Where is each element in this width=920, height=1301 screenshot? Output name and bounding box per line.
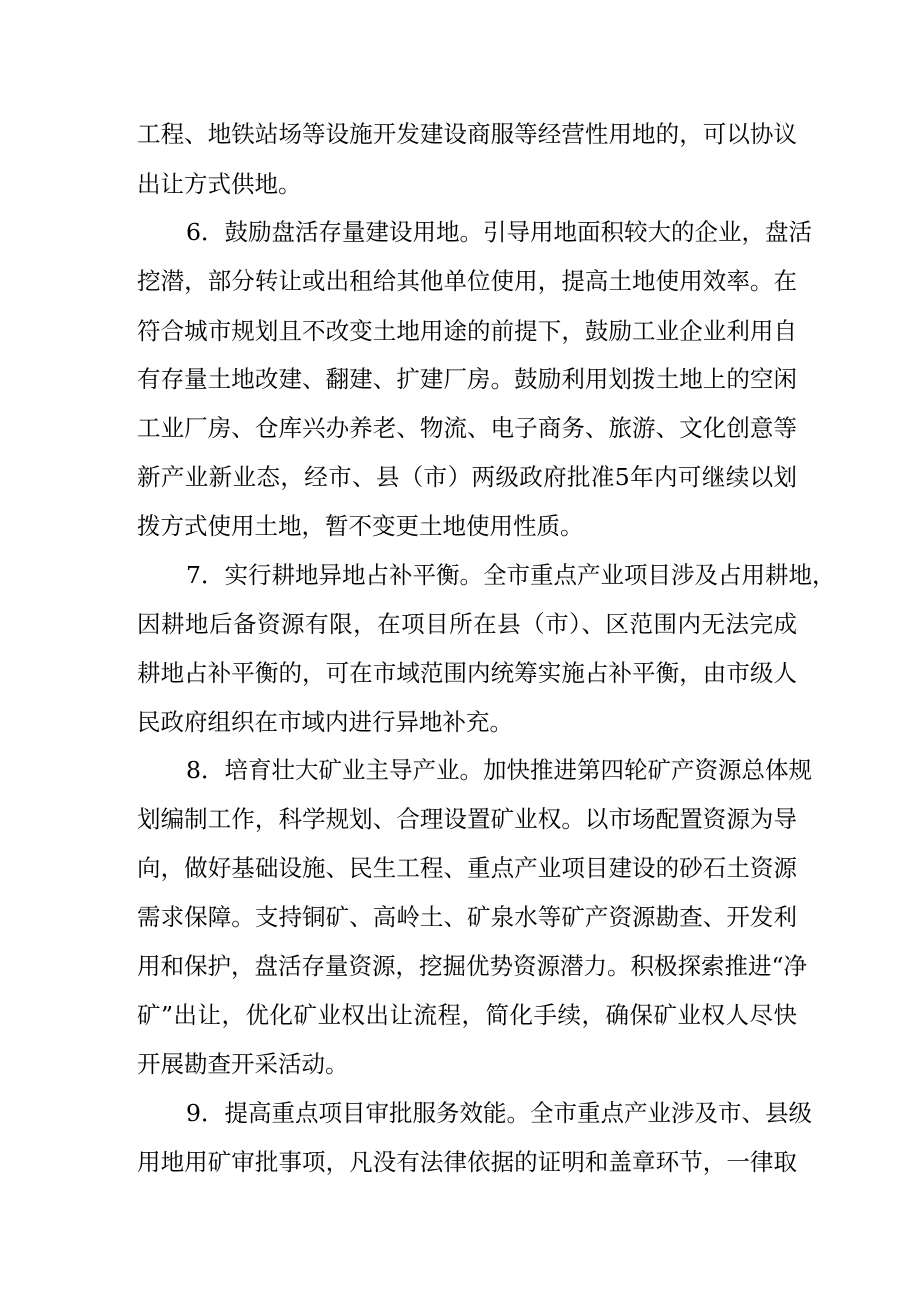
paragraph-9-first-line: 9．提高重点项目审批服务效能。全市重点产业涉及市、县级: [186, 1099, 812, 1127]
text-line: 用和保护，盘活存量资源，挖掘优势资源潜力。积极探索推进“净: [137, 952, 808, 980]
text-line: 工程、地铁站场等设施开发建设商服等经营性用地的，可以协议: [137, 120, 797, 148]
text-line: 新产业新业态，经市、县（市）两级政府批准5年内可继续以划: [137, 463, 797, 491]
text-line: 开展勘查开采活动。: [137, 1050, 349, 1078]
text-line: 拨方式使用土地，暂不变更土地使用性质。: [137, 512, 584, 540]
text-line: 工业厂房、仓库兴办养老、物流、电子商务、旅游、文化创意等: [137, 414, 797, 442]
text-line: 耕地占补平衡的，可在市域范围内统筹实施占补平衡，由市级人: [137, 659, 797, 687]
paragraph-8-first-line: 8．培育壮大矿业主导产业。加快推进第四轮矿产资源总体规: [186, 756, 812, 784]
text-line: 矿”出让，优化矿业权出让流程，简化手续，确保矿业权人尽快: [137, 1001, 797, 1029]
text-line: 需求保障。支持铜矿、高岭土、矿泉水等矿产资源勘查、开发利: [137, 903, 797, 931]
paragraph-7-first-line: 7．实行耕地异地占补平衡。全市重点产业项目涉及占用耕地，: [186, 561, 836, 589]
text-line: 因耕地后备资源有限，在项目所在县（市）、区范围内无法完成: [137, 610, 797, 638]
text-line: 出让方式供地。: [137, 170, 302, 198]
paragraph-6-first-line: 6．鼓励盘活存量建设用地。引导用地面积较大的企业，盘活: [186, 218, 812, 246]
text-line: 挖潜，部分转让或出租给其他单位使用，提高土地使用效率。在: [137, 267, 797, 295]
text-line: 向，做好基础设施、民生工程、重点产业项目建设的砂石土资源: [137, 854, 797, 882]
text-line: 民政府组织在市域内进行异地补充。: [137, 708, 513, 736]
text-line: 划编制工作，科学规划、合理设置矿业权。以市场配置资源为导: [137, 805, 797, 833]
text-line: 有存量土地改建、翻建、扩建厂房。鼓励利用划拨土地上的空闲: [137, 365, 797, 393]
text-line: 符合城市规划且不改变土地用途的前提下，鼓励工业企业利用自: [137, 317, 797, 345]
text-line: 用地用矿审批事项，凡没有法律依据的证明和盖章环节，一律取: [137, 1148, 797, 1176]
